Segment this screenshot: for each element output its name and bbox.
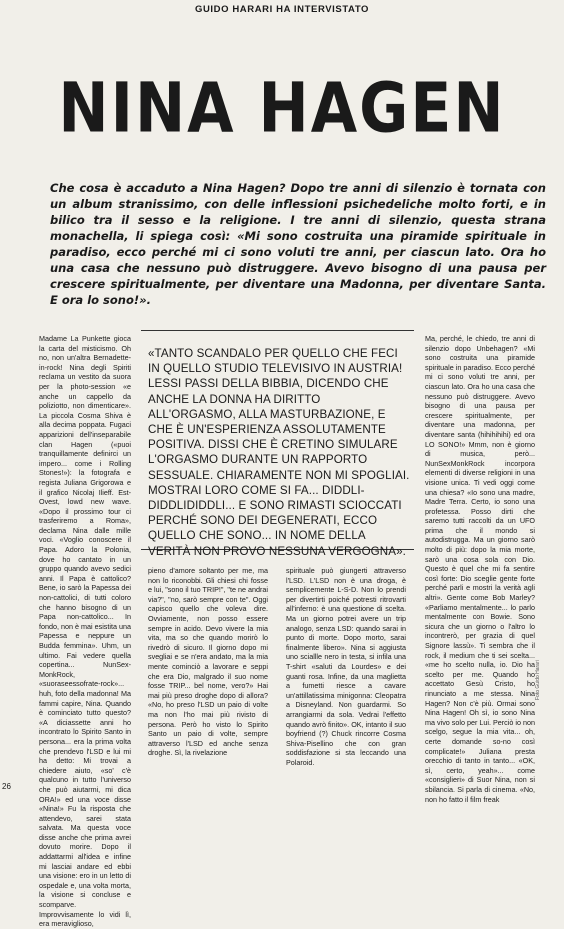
page-number: 26 [2, 782, 11, 791]
article-column-2: pieno d'amore soltanto per me, ma non lo riconobbi. Gli chiesi chi fosse e lui, "sono il tuo TRIP!", "te ne andrai via?", "no, sarò sempre con te". Oggi capisco quello che voleva dire. Ovviamente, non posso essere sempre in acido. Devo vivere la mia vita, ma so che quando morirò lo rivedrò di sicuro. Il giorno dopo mi svegliai e se n'era andato, ma la mia mente cominciò a lavorare e seppi che era Dio, malgrado il suo nome fosse TRIP... bel nome, vero?» Hai mai più preso droghe dopo di allora? «No, ho preso l'LSD un paio di volte ma non l'ho mai più rivisto di persona. Però ho visto lo Spirito Santo un paio di volte, sempre attraverso l'LSD ed anche senza droghe. Sì, la rivelazione [148, 566, 268, 758]
article-column-4: Ma, perché, le chiedo, tre anni di silenzio dopo Unbehagen? «Mi sono costruita una piramide spirituale in paradiso. Ecco perché mi ci sono voluti tre anni, per ciascun lato. Ora ho una casa che nessuno può distruggere. Avevo bisogno di una pausa per crescere spiritualmente, per diventare una madonna, per diventare santa (hihihihihi) ed ora LO SONO!» Mmm, non è giorno di musica, però... NunSexMonkRock incorpora elementi di diverse religioni in una visione unica. Ti vedi oggi come una chiesa? «Io sono una madre, Madre Terra. Certo, io sono una profetessa. Posso dirti che saremo tutti raccolti da un UFO prima che il mondo si autodistrugga. Ma un giorno sarò molto di più: dopo la mia morte, sarò una cosa sola con Dio. Questo è quel che mi fa sentire così forte: Dio sceglie gente forte perché parli e mostri la verità agli altri». Gente come Bob Marley? «Parliamo mentalmente... lo parlo mentalmente con Bowie. Sono sicura che un giorno o l'altro lo incontrerò, per grazia di quel Signore lassù». Ti sembra che il rock, il medium che ti sei scelta... «me ho scelto nulla, io. Dio ha scelto per me. Quando ho accettato Gesù Cristo, ho rinunciato a me stessa. Nina Hagen? Non c'è più. Ormai sono Nina Hagen! Oh sì, io sono Nina ma vivo solo per Lui. Perciò io non scelgo, segue la mia vita... oh, certe domande so-no così complicate!» Juliana presta orecchio di tanto in tanto... «OK, sì, certo, yeah»... come «consiglieri» di Suor Nina, non si sbilancia. Si parla di cinema. «No, non ho fatto il film freak [425, 334, 535, 804]
photo-credit: Foto Guido Harari [535, 660, 541, 700]
page-title: NINA HAGEN [58, 68, 506, 149]
pull-quote: «TANTO SCANDALO PER QUELLO CHE FECI IN QUELLO STUDIO TELEVISIVO IN AUSTRIA! LESSI PASSI DELLA BIBBIA, DICENDO CHE ANCHE LA DONNA HA DIRITTO ALL'ORGASMO, ALLA MASTURBAZIONE, E CHE È UN'ESPERIENZA ASSOLUTAMENTE POSITIVA. DISSI CHE È CRETINO SIMULARE L'ORGASMO DURANTE UN RAPPORTO SESSUALE. CHIARAMENTE NON MI SPOGLIAI. MOSTRAI LORO COME SI FA... DIDDLI-DIDDLIDIDDLI... E SONO RIMASTI SCIOCCATI PERCHÉ SONO DEI DEGENERATI, ECCO QUELLO CHE SONO... IN NOME DELLA VERITÀ NON PROVO NESSUNA VERGOGNA». [148, 347, 410, 558]
intro-paragraph: Che cosa è accaduto a Nina Hagen? Dopo tre anni di silenzio è tornata con un album stranissimo, con delle inflessioni psichedeliche molto forti, e in bilico tra il sesso e la religione. I tre anni di silenzio, questa strana monachella, li spiega così: «Mi sono costruita una piramide spirituale in paradiso, ecco perché mi ci sono voluti tre anni, per ciascun lato. Ora ho una casa che nessuno può distruggere. Avevo bisogno di una pausa per crescere spiritualmente, per diventare una Madonna, per diventare Santa. E ora lo sono!». [50, 181, 546, 307]
kicker: GUIDO HARARI HA INTERVISTATO [194, 4, 370, 15]
article-column-1: Madame La Punkette gioca la carta del misticismo. Oh no, non un'altra Bernadette-in-rock! Nina degli Spiriti reclama un vestito da suora per la photo-session «e anche un cappello da poliziotto, non dimenticare». La piccola Cosma Shiva è alla decima poppata. Fugaci apparizioni dell'inseparabile clan Hagen («puoi tranquillamente definirci un impero... come i Rolling Stones!»): la fotografa e regista Juliana Grigorowa e il grafico Nicolaj Ilieff. Est-Ovest, lowd new wave. «Dopo il prossimo tour ci trasferiremo a Roma», declama Nina dalle mille voci. «Voglio conoscere il Papa. Adoro la Polonia, dove ho cantato in un gruppo quando avevo sedici anni. Il Papa è cattolico? Bene, io sarò la Papessa dei non-cattolici, di tutti coloro che hanno bisogno di un Papa non-cattolico... In fondo, non è mai esistita una Papessa e neppure un Budda femmina». Uhm, un ultimo. Fai vedere quella copertina... NunSex-MonkRock, «suoraseessofrate-rock»... huh, foto della madonna! Ma fammi capire, Nina. Quando è cominciato tutto questo? «A diciassette anni ho incontrato lo Spirito Santo in persona... era la prima volta che prendevo l'LSD e lui mi ha detto: Mi trovai a chiedere aiuto, «so' c'è qualcuno in tutto l'universo che può aiutarmi, mi dica ORA!» ed una voce disse «Nina!» Fu la risposta che attendevo, sarei stata salvata. Ma questa voce disse anche che prima avrei dovuto morire. Dopo il addattarmi all'idea e infine mi lasciai andare ed ebbi una visione: ero in un letto di ospedale e, una volta morta, la visione si concluse e scomparve. Improvvisamente lo vidi lì, era meraviglioso, [39, 334, 131, 929]
article-column-3: spirituale può giungerti attraverso l'LSD. L'LSD non è una droga, è semplicemente L-S-D. Non lo prendi per divertirti poiché potresti ritrovarti all'inferno: è una questione di scelta. Ma un giorno potrei avere un trip analogo, senza LSD: quando sarai in punto di morte. Dopo morto, sarai finalmente libero». Nina si aggiusta uno sciallle nero in testa, si infila una T-shirt «saluti da Lourdes» e dei guanti rosa. Infine, da una maglietta a fumetti riesce a cavare un'attillatissima minigonna: Cleopatra a Disneyland. Non guardarmi. So arrangiarmi da sola. Vedrai l'effetto quando avrò finito». OK, intanto il suo boyfriend (?) Chuck rincorre Cosma Shiva-Pisellino che con gran soddisfazione si sta leccando una Polaroid. [286, 566, 406, 767]
